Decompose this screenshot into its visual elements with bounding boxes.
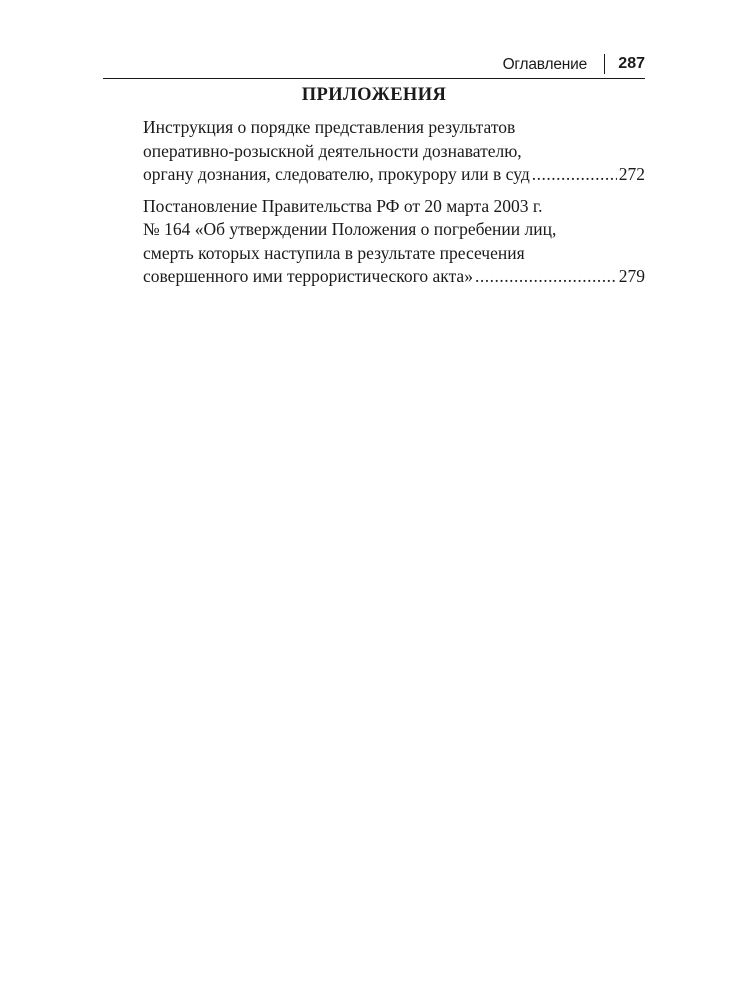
running-head	[103, 54, 645, 79]
running-head-section: Оглавление	[502, 56, 587, 73]
toc-entry-last-line	[143, 163, 645, 187]
page-number: 287	[618, 55, 645, 72]
toc-entry-last-line	[143, 265, 645, 289]
running-head-divider	[604, 54, 606, 74]
toc-entry-line: Инструкция о порядке представления результатов	[143, 117, 516, 137]
table-of-contents	[143, 116, 645, 297]
toc-entry-line: Постановление Правительства РФ от 20 марта 2003 г.	[143, 195, 543, 216]
toc-entry-line: органу дознания, следователю, прокурору или в суд	[143, 164, 530, 184]
section-title: ПРИЛОЖЕНИЯ	[301, 85, 447, 105]
toc-entry-page: 279	[618, 266, 645, 286]
toc-entry-line: № 164 «Об утверждении Положения о погребении лиц,	[143, 219, 557, 239]
toc-entry-page: 272	[618, 164, 645, 184]
toc-entry-line: совершенного ими террористического акта»	[143, 266, 473, 286]
toc-entry-line: смерть которых наступила в результате пресечения	[143, 242, 525, 263]
toc-entry-instruction[interactable]	[143, 116, 645, 187]
toc-leader-dots	[532, 163, 617, 187]
toc-leader-dots	[475, 265, 617, 289]
toc-entry-line: оперативно-розыскной деятельности дознавателю,	[143, 140, 522, 161]
toc-entry-resolution[interactable]	[143, 195, 645, 289]
